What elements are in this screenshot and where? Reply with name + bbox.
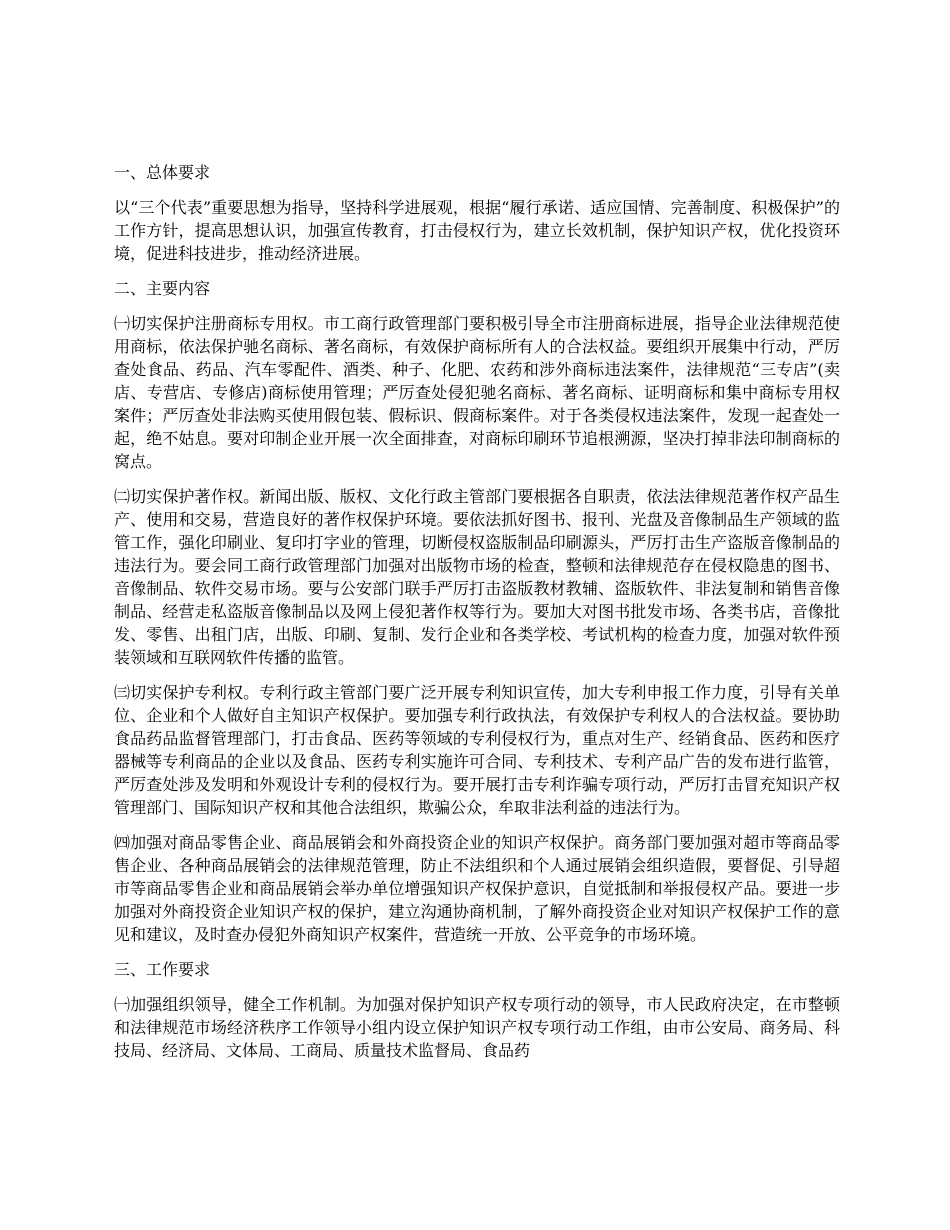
section-heading-work-requirements: 三、工作要求 [114, 960, 211, 979]
paragraph-organization-leadership: ㈠加强组织领导，健全工作机制。为加强对保护知识产权专项行动的领导，市人民政府决定，在市整顿和法律规范市场经济秩序工作领导小组内设立保护知识产权专项行动工作组，由市公安局、商务局、科技局、经济局、文体局、工商局、质量技术监督局、食品药 [114, 995, 840, 1060]
paragraph-retail-expo-foreign-investment: ㈣加强对商品零售企业、商品展销会和外商投资企业的知识产权保护。商务部门要加强对超市等商品零售企业、各种商品展销会的法律规范管理，防止不法组织和个人通过展销会组织造假，要督促、引导超市等商品零售企业和商品展销会举办单位增强知识产权保护意识，自觉抵制和举报侵权产品。要进一步加强对外商投资企业知识产权的保护，建立沟通协商机制，了解外商投资企业对知识产权保护工作的意见和建议，及时查办侵犯外商知识产权案件，营造统一开放、公平竞争的市场环境。 [114, 833, 840, 944]
document-page [114, 161, 840, 1062]
paragraph-trademark-protection: ㈠切实保护注册商标专用权。市工商行政管理部门要积极引导全市注册商标进展，指导企业法律规范使用商标，依法保护驰名商标、著名商标，有效保护商标所有人的合法权益。要组织开展集中行动，严厉查处食品、药品、汽车零配件、酒类、种子、化肥、农药和涉外商标违法案件，法律规范“三专店”(卖店、专营店、专修店)商标使用管理；严厉查处侵犯驰名商标、著名商标、证明商标和集中商标专用权案件；严厉查处非法购买使用假包装、假标识、假商标案件。对于各类侵权违法案件，发现一起查处一起，绝不姑息。要对印制企业开展一次全面排查，对商标印刷环节追根溯源，坚决打掉非法印制商标的窝点。 [114, 314, 840, 471]
section-heading-general-requirements: 一、总体要求 [114, 163, 211, 182]
paragraph-patent-protection: ㈢切实保护专利权。专利行政主管部门要广泛开展专利知识宣传，加大专利申报工作力度，引导有关单位、企业和个人做好自主知识产权保护。要加强专利行政执法，有效保护专利权人的合法权益。要协助食品药品监督管理部门，打击食品、医药等领域的专利侵权行为，重点对生产、经销食品、医药和医疗器械等专利商品的企业以及食品、医药专利实施许可合同、专利技术、专利产品广告的发布进行监管，严厉查处涉及发明和外观设计专利的侵权行为。要开展打击专利诈骗专项行动，严厉打击冒充知识产权管理部门、国际知识产权和其他合法组织，欺骗公众，牟取非法利益的违法行为。 [114, 683, 840, 817]
section-heading-main-content: 二、主要内容 [114, 279, 211, 298]
paragraph-copyright-protection: ㈡切实保护著作权。新闻出版、版权、文化行政主管部门要根据各自职责，依法法律规范著作权产品生产、使用和交易，营造良好的著作权保护环境。要依法抓好图书、报刊、光盘及音像制品生产领域的监管工作，强化印刷业、复印打字业的管理，切断侵权盗版制品印刷源头，严厉打击生产盗版音像制品的违法行为。要会同工商行政管理部门加强对出版物市场的检查，整顿和法律规范存在侵权隐患的图书、音像制品、软件交易市场。要与公安部门联手严厉打击盗版教材教辅、盗版软件、非法复制和销售音像制品、经营走私盗版音像制品以及网上侵犯著作权等行为。要加大对图书批发市场、各类书店，音像批发、零售、出租门店，出版、印刷、复制、发行企业和各类学校、考试机构的检查力度，加强对软件预装领域和互联网软件传播的监管。 [114, 487, 840, 667]
paragraph-general-requirements: 以“三个代表”重要思想为指导，坚持科学进展观，根据“履行承诺、适应国情、完善制度、积极保护”的工作方针，提高思想认识，加强宣传教育，打击侵权行为，建立长效机制，保护知识产权，优化投资环境，促进科技进步，推动经济进展。 [114, 198, 840, 263]
